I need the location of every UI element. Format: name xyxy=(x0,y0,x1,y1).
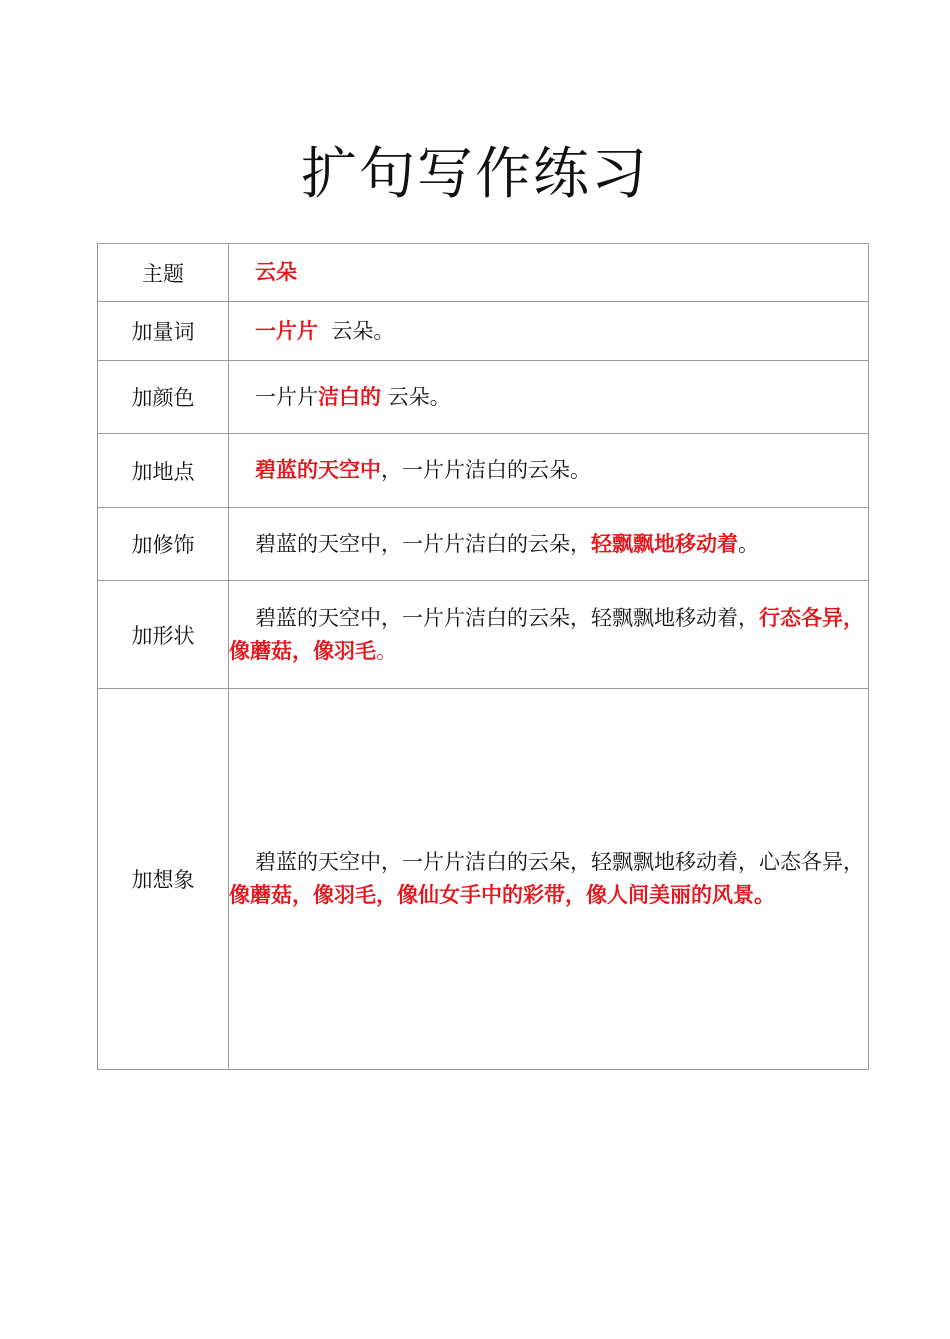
row-content xyxy=(229,508,869,581)
red-text: 。 xyxy=(376,638,397,663)
row-content xyxy=(229,581,869,689)
page-title: 扩句写作练习 xyxy=(301,142,649,207)
expansion-table xyxy=(97,243,869,1070)
red-text: 云朵 xyxy=(255,260,297,284)
plain-text: 碧蓝的天空中，一片片洁白的云朵， xyxy=(255,531,591,556)
row-content xyxy=(229,361,869,434)
row-label: 加地点 xyxy=(98,434,229,508)
table-row xyxy=(98,581,869,689)
plain-text: 云朵。 xyxy=(318,318,395,343)
row-content xyxy=(229,434,869,508)
plain-text: 。 xyxy=(738,531,759,556)
red-text: 洁白的 xyxy=(318,384,381,409)
row-label: 加形状 xyxy=(98,581,229,689)
row-label: 加想象 xyxy=(98,689,229,1070)
row-label: 加颜色 xyxy=(98,361,229,434)
table-row xyxy=(98,302,869,361)
red-text: 像蘑菇，像羽毛，像仙女手中的彩带，像人间美丽的风景。 xyxy=(229,883,775,907)
red-text: 碧蓝的天空中 xyxy=(255,458,381,482)
plain-text: 碧蓝的天空中，一片片洁白的云朵，轻飘飘地移动着，心态各异， xyxy=(255,850,864,874)
table-row xyxy=(98,361,869,434)
red-text: 行态各异，像蘑菇，像羽毛 xyxy=(229,605,864,663)
plain-text: 碧蓝的天空中，一片片洁白的云朵，轻飘飘地移动着， xyxy=(255,605,759,630)
row-content xyxy=(229,689,869,1070)
table-row xyxy=(98,689,869,1070)
plain-text: 云朵。 xyxy=(381,384,451,409)
table-row xyxy=(98,508,869,581)
table-row xyxy=(98,244,869,302)
plain-text: ，一片片洁白的云朵。 xyxy=(381,458,591,482)
plain-text: 一片片 xyxy=(255,384,318,409)
row-label: 加量词 xyxy=(98,302,229,361)
row-label: 主题 xyxy=(98,244,229,302)
table-row xyxy=(98,434,869,508)
row-content xyxy=(229,244,869,302)
row-content xyxy=(229,302,869,361)
row-label: 加修饰 xyxy=(98,508,229,581)
red-text: 一片片 xyxy=(255,318,318,343)
red-text: 轻飘飘地移动着 xyxy=(591,531,738,556)
